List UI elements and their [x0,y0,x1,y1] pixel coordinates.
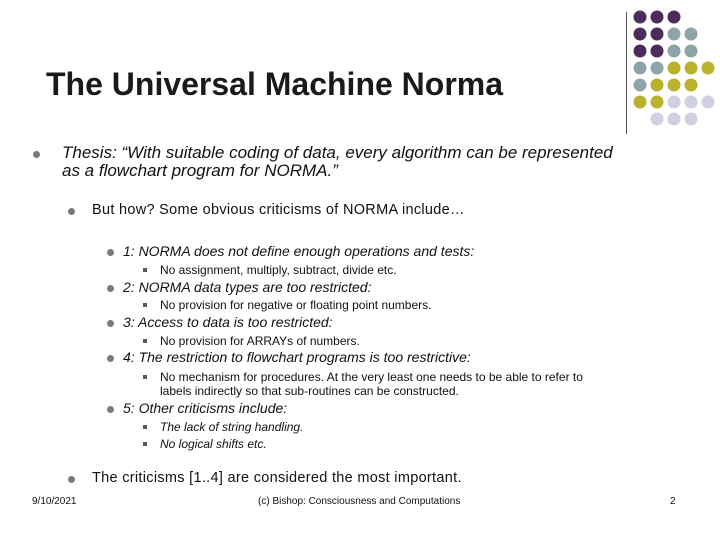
criticism-4-detail-line2: labels indirectly so that sub-routines can be constructed. [160,384,459,398]
decorative-dot [634,11,647,24]
criticism-1-detail: No assignment, multiply, subtract, divide etc. [160,263,397,277]
footer-copyright: (c) Bishop: Consciousness and Computations [258,496,461,507]
decorative-dot [668,62,681,75]
decorative-dot [651,11,664,24]
thesis-text-line2: as a flowchart program for NORMA.” [62,161,338,180]
decorative-dot [651,62,664,75]
bullet-marker [107,285,114,292]
bullet-marker [107,249,114,256]
criticism-4-text: 4: The restriction to flowchart programs is too restrictive: [123,349,471,365]
decorative-dot [668,96,681,109]
bullet-marker [68,208,75,215]
decorative-dot [651,96,664,109]
decorative-dot [702,96,715,109]
sub-bullet-marker [143,339,147,343]
criticism-3-detail: No provision for ARRAYs of numbers. [160,334,360,348]
decorative-dot [651,45,664,58]
decorative-dot [651,79,664,92]
decorative-dot [668,79,681,92]
criticism-5-detail-1: The lack of string handling. [160,420,304,434]
sub-bullet-marker [143,303,147,307]
criticism-1-text: 1: NORMA does not define enough operations and tests: [123,243,475,259]
bullet-marker [107,320,114,327]
thesis-text-line1: Thesis: “With suitable coding of data, every algorithm can be represented [62,143,613,162]
bullet-marker [107,355,114,362]
criticism-3-text: 3: Access to data is too restricted: [123,314,333,330]
sub-bullet-marker [143,375,147,379]
decorative-dot [668,113,681,126]
criticism-2-detail: No provision for negative or floating point numbers. [160,298,432,312]
bullet-marker [107,406,114,413]
sub-bullet-marker [143,268,147,272]
decorative-dot [668,11,681,24]
decorative-dot [685,113,698,126]
decorative-dot [634,96,647,109]
criticism-4-detail-line1: No mechanism for procedures. At the very least one needs to be able to refer to [160,370,583,384]
footer-page-number: 2 [670,496,676,507]
decorative-dot [685,96,698,109]
sub-bullet-marker [143,442,147,446]
but-how-text: But how? Some obvious criticisms of NORMA include… [92,202,465,218]
decorative-dot [668,45,681,58]
decorative-dot [685,62,698,75]
criticism-5-text: 5: Other criticisms include: [123,400,288,416]
footer-date: 9/10/2021 [32,496,77,507]
decorative-dot [634,45,647,58]
decorative-dot [668,28,681,41]
bullet-marker [33,151,40,158]
criticism-5-detail-2: No logical shifts etc. [160,437,267,451]
decorative-dot [634,28,647,41]
title-divider-line [626,12,627,134]
sub-bullet-marker [143,425,147,429]
decorative-dot [685,45,698,58]
decorative-dot [685,28,698,41]
decorative-dot [634,62,647,75]
decorative-dot [685,79,698,92]
conclusion-text: The criticisms [1..4] are considered the most important. [92,470,462,486]
decorative-dot [651,28,664,41]
criticism-2-text: 2: NORMA data types are too restricted: [123,279,372,295]
decorative-dot [651,113,664,126]
decorative-dot [634,79,647,92]
bullet-marker [68,476,75,483]
slide-title: The Universal Machine Norma [46,66,504,102]
decorative-dot [702,62,715,75]
